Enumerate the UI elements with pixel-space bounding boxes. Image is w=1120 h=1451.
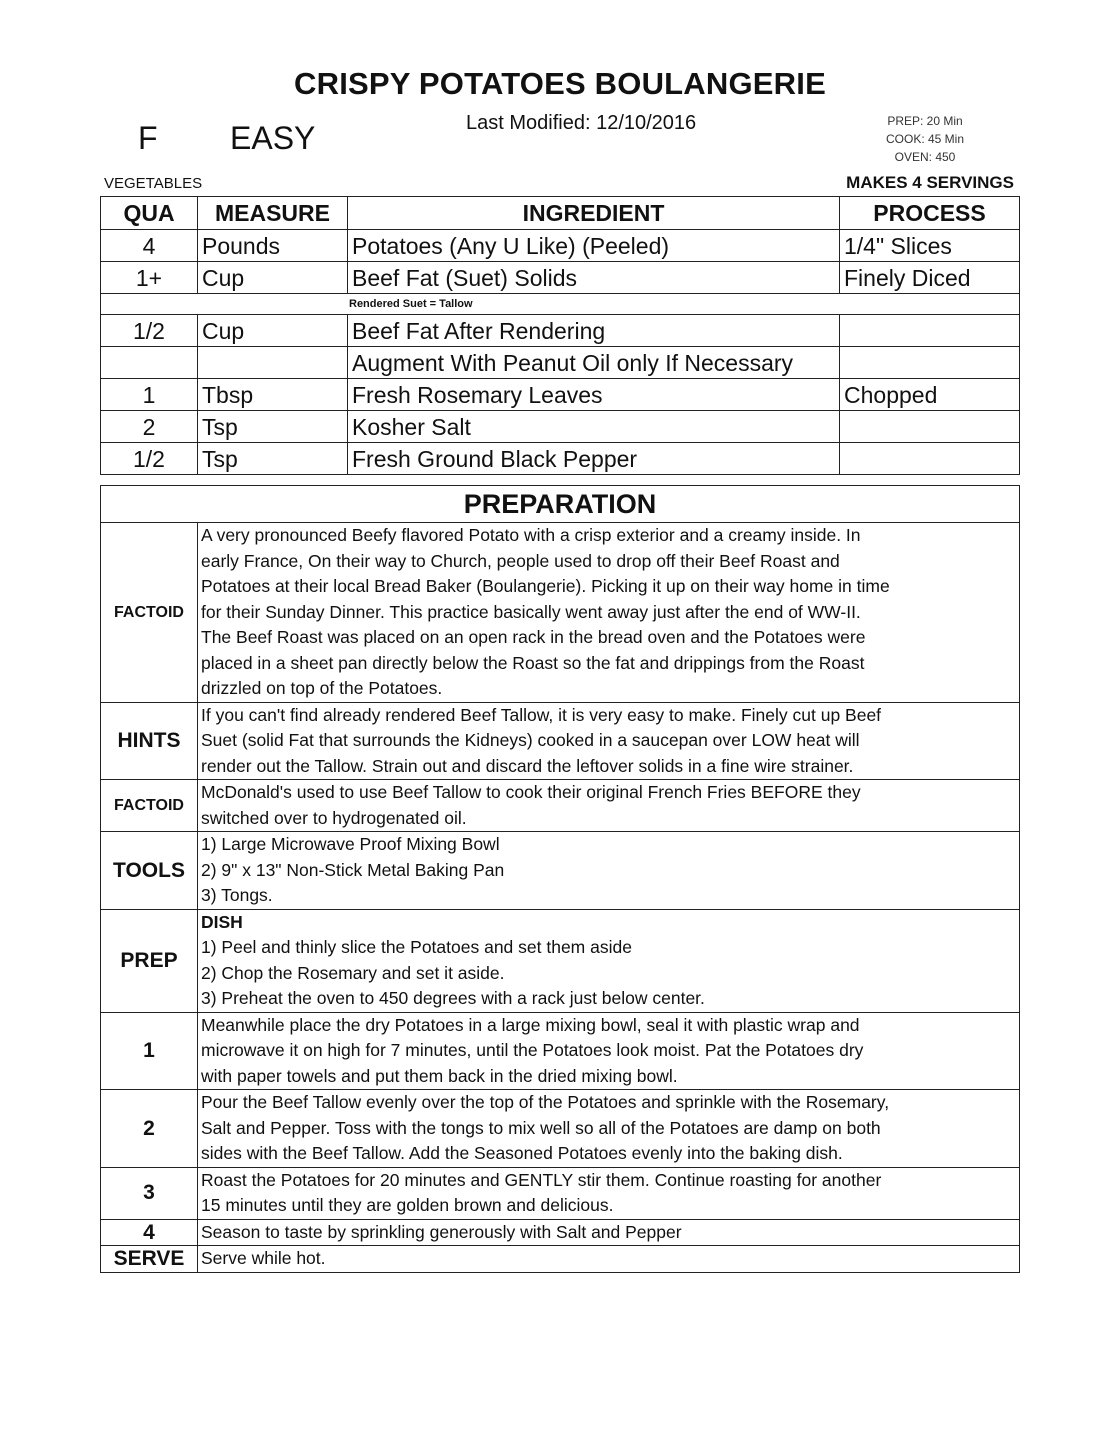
text-line: Suet (solid Fat that surrounds the Kidneys) cooked in a saucepan over LOW heat will [201, 730, 860, 750]
prep-section-label: PREP [101, 909, 198, 1012]
text-line: 2) 9" x 13" Non-Stick Metal Baking Pan [201, 859, 505, 880]
recipe-title: CRISPY POTATOES BOULANGERIE [294, 66, 826, 101]
text-line: placed in a sheet pan directly below the Roast so the fat and drippings from the Roast [201, 652, 865, 673]
ingredient-row [101, 443, 1020, 475]
prep-section-text [198, 523, 1020, 703]
ingredient-process [840, 443, 1020, 475]
ingredient-row [101, 347, 1020, 379]
step-number: 3 [101, 1167, 198, 1219]
ingredient-quantity: 1/2 [101, 315, 198, 347]
text-line: If you can't find already rendered Beef Tallow, it is very easy to make. Finely cut up Beef [201, 704, 882, 725]
ingredient-name: Fresh Rosemary Leaves [348, 379, 840, 411]
ingredient-process: 1/4" Slices [840, 230, 1020, 262]
step-number: 1 [101, 1012, 198, 1090]
prep-step-row [101, 1012, 1020, 1090]
prep-section-row [101, 832, 1020, 910]
preparation-title: PREPARATION [101, 486, 1020, 523]
text-line: with paper towels and put them back in the dried mixing bowl. [201, 1065, 678, 1086]
oven-temp: OVEN: 450 [894, 150, 956, 164]
text-line: 3) Preheat the oven to 450 degrees with a rack just below center. [201, 988, 705, 1008]
step-number: 4 [101, 1219, 198, 1246]
ingredient-quantity [101, 347, 198, 379]
ingredient-measure: Pounds [198, 230, 348, 262]
ingredient-name: Beef Fat After Rendering [348, 315, 840, 347]
ingredient-process: Finely Diced [840, 262, 1020, 294]
text-line: McDonald's used to use Beef Tallow to cook their original French Fries BEFORE they [201, 782, 861, 802]
column-header-ingredient: INGREDIENT [348, 197, 840, 230]
ingredient-process [840, 411, 1020, 443]
ingredient-measure: Tsp [198, 443, 348, 475]
dish-heading: DISH [201, 911, 243, 932]
prep-section-text [198, 702, 1020, 780]
prep-section-label: FACTOID [101, 523, 198, 703]
text-line: A very pronounced Beefy flavored Potato with a crisp exterior and a creamy inside. In [201, 525, 861, 545]
ingredient-quantity: 1+ [101, 262, 198, 294]
ingredient-row [101, 262, 1020, 294]
text-line: sides with the Beef Tallow. Add the Seasoned Potatoes evenly into the baking dish. [201, 1143, 843, 1163]
text-line: Serve while hot. [201, 1248, 326, 1268]
recipe-category: VEGETABLES [104, 175, 203, 192]
text-line: 3) Tongs. [201, 885, 273, 905]
text-line: Potatoes at their local Bread Baker (Boulangerie). Picking it up on their way home in time [201, 576, 890, 596]
ingredient-quantity: 1/2 [101, 443, 198, 475]
text-line: 1) Peel and thinly slice the Potatoes and set them aside [201, 937, 632, 957]
prep-time: PREP: 20 Min [887, 114, 963, 128]
ingredient-quantity: 4 [101, 230, 198, 262]
prep-section-row [101, 523, 1020, 703]
text-line: 15 minutes until they are golden brown and delicious. [201, 1195, 614, 1215]
text-line: Season to taste by sprinkling generously with Salt and Pepper [201, 1221, 682, 1242]
text-line: drizzled on top of the Potatoes. [201, 678, 443, 698]
text-line: Meanwhile place the dry Potatoes in a large mixing bowl, seal it with plastic wrap and [201, 1014, 860, 1035]
text-line: early France, On their way to Church, people used to drop off their Beef Roast and [201, 550, 840, 571]
ingredients-header-row [101, 197, 1020, 230]
text-line: Pour the Beef Tallow evenly over the top of the Potatoes and sprinkle with the Rosemary, [201, 1092, 890, 1112]
ingredient-name: Beef Fat (Suet) Solids [348, 262, 840, 294]
prep-section-label: FACTOID [101, 780, 198, 832]
ingredient-name: Kosher Salt [348, 411, 840, 443]
prep-section-row [101, 909, 1020, 1012]
ingredient-row [101, 315, 1020, 347]
preparation-header-row [101, 486, 1020, 523]
ingredient-note-row [101, 294, 1020, 315]
ingredient-row [101, 379, 1020, 411]
prep-section-row [101, 702, 1020, 780]
cook-time: COOK: 45 Min [885, 132, 965, 146]
ingredient-name: Fresh Ground Black Pepper [348, 443, 840, 475]
prep-step-row [101, 1167, 1020, 1219]
prep-section-row [101, 780, 1020, 832]
last-modified-date: Last Modified: 12/10/2016 [466, 112, 697, 134]
prep-section-label: TOOLS [101, 832, 198, 910]
text-line: Salt and Pepper. Toss with the tongs to mix well so all of the Potatoes are damp on both [201, 1117, 881, 1138]
ingredient-measure: Cup [198, 315, 348, 347]
preparation-table [100, 485, 1020, 1273]
ingredient-quantity: 1 [101, 379, 198, 411]
prep-section-label: HINTS [101, 702, 198, 780]
column-header-process: PROCESS [840, 197, 1020, 230]
ingredient-note: Rendered Suet = Tallow [101, 294, 1020, 315]
text-line: The Beef Roast was placed on an open rack in the bread oven and the Potatoes were [201, 627, 866, 647]
text-line: switched over to hydrogenated oil. [201, 807, 467, 828]
ingredient-name: Augment With Peanut Oil only If Necessary [348, 347, 840, 379]
text-line: microwave it on high for 7 minutes, until the Potatoes look moist. Pat the Potatoes dry [201, 1040, 864, 1060]
column-header-quantity: QUA [101, 197, 198, 230]
prep-step-row [101, 1219, 1020, 1246]
text-line: Roast the Potatoes for 20 minutes and GENTLY stir them. Continue roasting for another [201, 1169, 882, 1190]
ingredient-measure: Cup [198, 262, 348, 294]
difficulty-label: EASY [230, 120, 316, 156]
ingredient-name: Potatoes (Any U Like) (Peeled) [348, 230, 840, 262]
text-line: 2) Chop the Rosemary and set it aside. [201, 962, 505, 983]
prep-step-row [101, 1090, 1020, 1168]
text-line: render out the Tallow. Strain out and discard the leftover solids in a fine wire strainer. [201, 755, 854, 776]
ingredient-row [101, 411, 1020, 443]
step-number: 2 [101, 1090, 198, 1168]
recipe-grade: F [138, 120, 158, 156]
step-number: SERVE [101, 1246, 198, 1273]
prep-section-text [198, 832, 1020, 910]
prep-section-text [198, 909, 1020, 1012]
timing-info [862, 112, 988, 166]
ingredient-quantity: 2 [101, 411, 198, 443]
prep-step-row [101, 1246, 1020, 1273]
prep-section-text [198, 780, 1020, 832]
text-line: 1) Large Microwave Proof Mixing Bowl [201, 834, 500, 854]
ingredient-measure [198, 347, 348, 379]
step-text [198, 1090, 1020, 1168]
ingredient-row [101, 230, 1020, 262]
ingredients-table [100, 196, 1020, 475]
step-text [198, 1012, 1020, 1090]
ingredient-process [840, 347, 1020, 379]
text-line: for their Sunday Dinner. This practice basically went away just after the end of WW-II. [201, 601, 861, 622]
column-header-measure: MEASURE [198, 197, 348, 230]
step-text [198, 1246, 1020, 1273]
ingredient-process [840, 315, 1020, 347]
ingredient-measure: Tbsp [198, 379, 348, 411]
step-text [198, 1167, 1020, 1219]
servings-label: MAKES 4 SERVINGS [846, 173, 1014, 192]
step-text [198, 1219, 1020, 1246]
ingredient-process: Chopped [840, 379, 1020, 411]
ingredient-measure: Tsp [198, 411, 348, 443]
